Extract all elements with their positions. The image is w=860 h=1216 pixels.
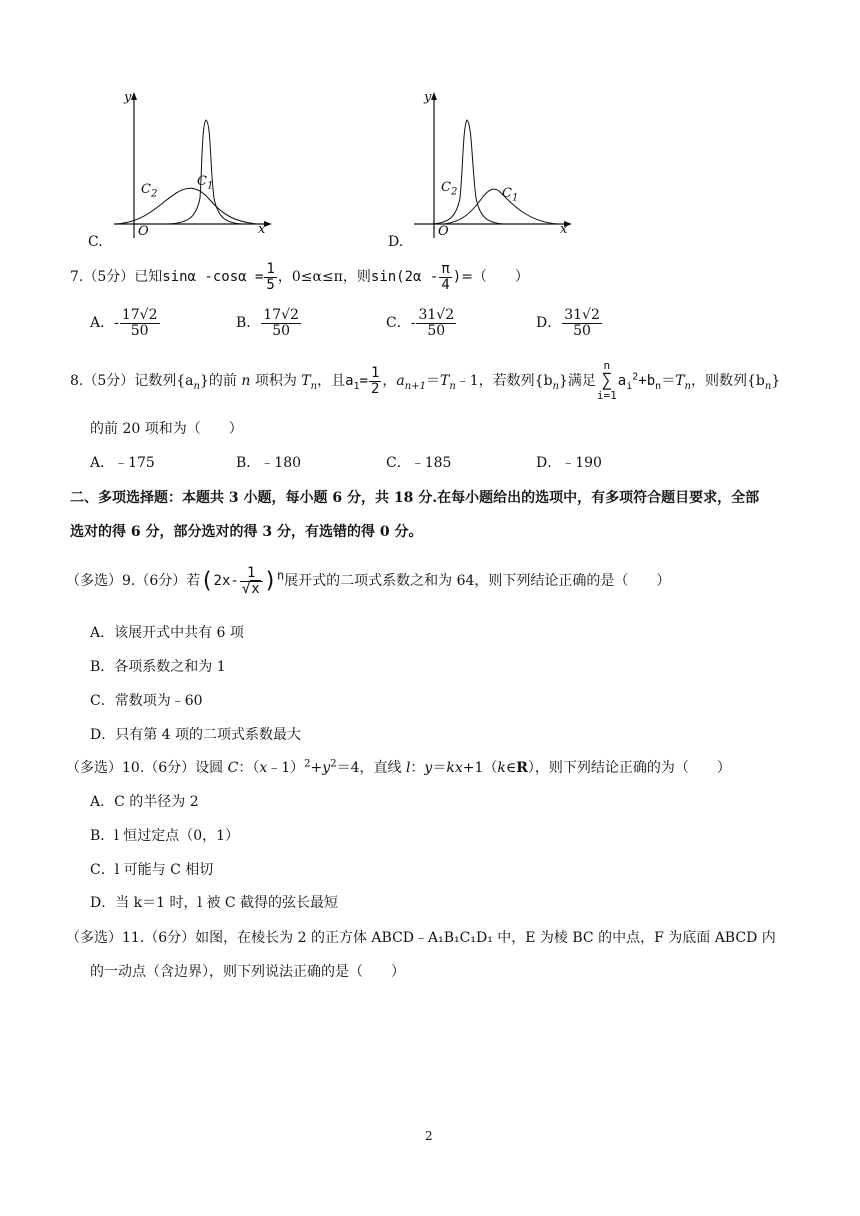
q9-option-b[interactable]: B．各项系数之和为 1 (90, 659, 226, 675)
graph-c-x-label: x (258, 222, 266, 237)
q8-sum-expression: n ∑ i=1 $a_i^2+b_n$ (596, 359, 662, 403)
q8-option-c[interactable]: C．﹣185 (386, 455, 452, 471)
curve-d2 (432, 120, 504, 224)
graph-d-x-label: x (560, 222, 568, 237)
graph-d-option-label: D. (388, 234, 404, 250)
q10-option-a[interactable]: A．C 的半径为 2 (90, 794, 199, 810)
q7-option-b[interactable]: B． $\frac{17√2}{50}$ (236, 307, 299, 339)
page-number: 2 (425, 1129, 433, 1143)
q7-condition: sinα -cosα = $\frac{1}{5}$ (162, 261, 275, 293)
q7-option-d[interactable]: D． $\frac{31√2}{50}$ (536, 307, 600, 339)
question-8-line2: 的前 20 项和为（ ） (90, 421, 243, 437)
graph-c-curve1-label: $C_1$ (197, 174, 214, 192)
graph-c (108, 88, 278, 248)
question-11-line1: （多选）11.（6分）如图，在棱长为 2 的正方体 ABCD﹣A₁B₁C₁D₁ 中，E 为棱 BC 的中点，F 为底面 ABCD 内 (66, 930, 776, 946)
q8-option-d[interactable]: D．﹣190 (536, 455, 602, 471)
curve-c2 (116, 188, 258, 224)
section-2-heading-line2: 选对的得 6 分，部分选对的得 3 分，有选错的得 0 分。 (70, 524, 423, 540)
q8-option-a[interactable]: A．﹣175 (90, 455, 155, 471)
q10-option-b[interactable]: B．l 恒过定点（0，1） (90, 828, 240, 844)
section-2-heading-line1: 二、多项选择题：本题共 3 小题，每小题 6 分，共 18 分.在每小题给出的选项中，有多项符合题目要求，全部 (70, 490, 760, 506)
graph-d (408, 88, 578, 248)
graph-c-y-label: y (124, 90, 132, 105)
q9-option-c[interactable]: C．常数项为﹣60 (90, 693, 203, 709)
graph-d-y-label: y (424, 90, 432, 105)
question-10-stem: （多选）10.（6分）设圆 C：$(x﹣1)^2+y^2=4$，直线 l：y＝kx+1（k∈R），则下列结论正确的为（ ） (66, 758, 731, 776)
question-8-stem: 8.（5分）记数列$\{a_n\}$的前 n 项积为 $T_n$，且$a_1=$ $\frac{1}{2}$ ，$a_{n+1}=T_n﹣1$，若数列$\{b_n\}$满足 n ∑ i=1 $a_i^2+b_n=T_n$，则数列$\{b_n\}$ (70, 359, 781, 403)
graph-c-option-label: C. (88, 234, 103, 250)
q9-binomial: (2x- $\frac{1}{√x}$ )n (200, 565, 285, 597)
q10-option-c[interactable]: C．l 可能与 C 相切 (90, 862, 214, 878)
question-9-stem: （多选）9.（6分）若(2x- $\frac{1}{√x}$ )n展开式的二项式系数之和为 64，则下列结论正确的是（ ） (66, 565, 671, 597)
q7-option-c[interactable]: C．- $\frac{31√2}{50}$ (386, 307, 455, 339)
q9-option-a[interactable]: A．该展开式中共有 6 项 (90, 625, 244, 641)
graph-c-origin: O (138, 224, 149, 239)
graph-d-origin: O (438, 224, 449, 239)
graph-d-curve1-label: $C_1$ (502, 186, 519, 204)
graph-c-curve2-label: $C_2$ (141, 182, 158, 200)
q7-target: sin(2α - $\frac{\pi}{4}$ ) (370, 261, 462, 293)
q9-option-d[interactable]: D．只有第 4 项的二项式系数最大 (90, 727, 302, 743)
question-11-line2: 的一动点（含边界），则下列说法正确的是（ ） (90, 964, 405, 980)
curve-d1 (444, 189, 558, 224)
curve-c1 (168, 120, 242, 224)
q10-option-d[interactable]: D．当 k＝1 时，l 被 C 截得的弦长最短 (90, 895, 339, 911)
question-7-stem: 7.（5分）已知sinα -cosα = $\frac{1}{5}$ ，0≤α≤π，则sin(2α - $\frac{\pi}{4}$ )=（ ） (70, 261, 529, 293)
q7-option-a[interactable]: A．- $\frac{17√2}{50}$ (90, 307, 158, 339)
graph-d-curve2-label: $C_2$ (441, 180, 458, 198)
q8-option-b[interactable]: B．﹣180 (236, 455, 302, 471)
